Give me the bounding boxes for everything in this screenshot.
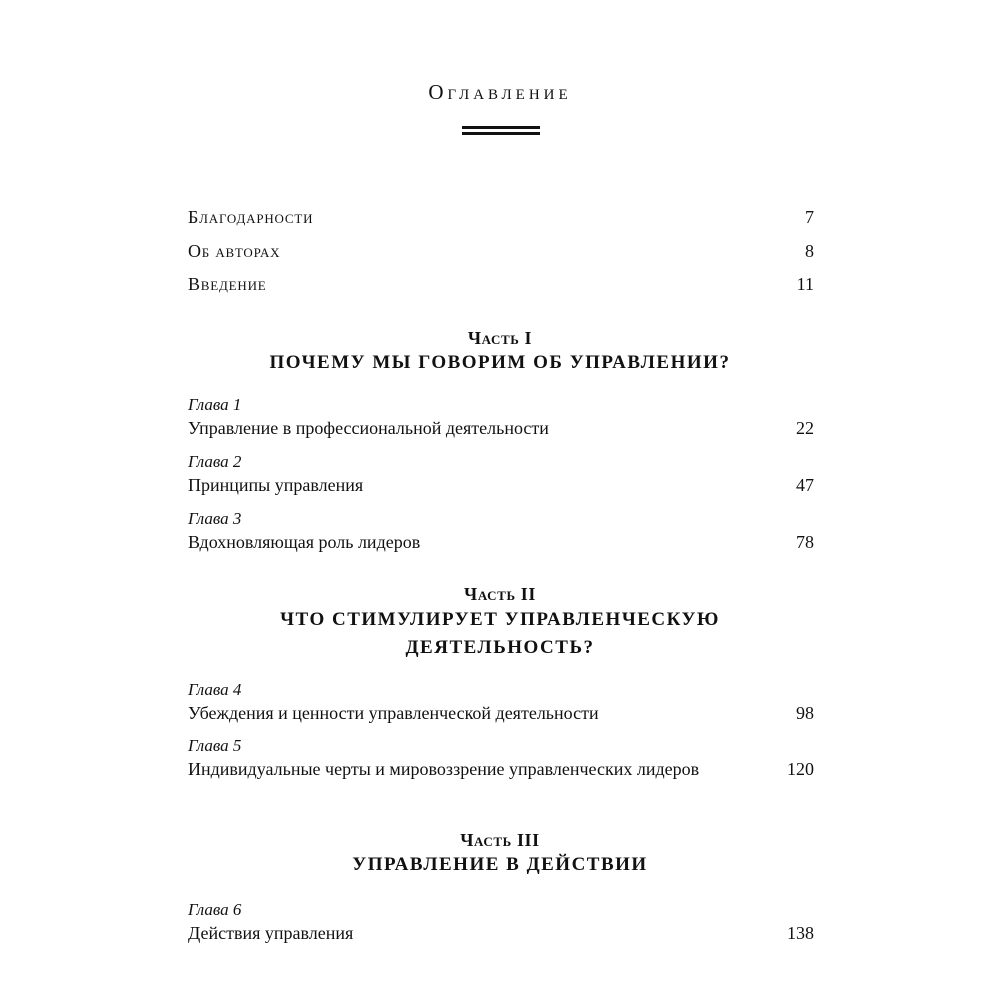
chapter-title: Управление в профессиональной деятельности	[188, 418, 549, 438]
toc-chapter-3[interactable]	[188, 530, 814, 555]
chapter-page: 22	[796, 418, 814, 438]
chapter-label: Глава 4	[188, 680, 242, 699]
part-title: УПРАВЛЕНИЕ В ДЕЙСТВИИ	[352, 854, 648, 875]
part-title: ПОЧЕМУ МЫ ГОВОРИМ ОБ УПРАВЛЕНИИ?	[269, 352, 731, 373]
chapter-label: Глава 6	[188, 900, 242, 919]
chapter-page: 98	[796, 703, 814, 723]
toc-chapter-1[interactable]	[188, 416, 814, 441]
toc-entry-acknowledgements[interactable]	[188, 205, 814, 229]
toc-entry-page: 11	[796, 274, 814, 294]
chapter-label: Глава 3	[188, 509, 242, 528]
part-label: Часть I	[467, 328, 533, 348]
toc-entry-title: Введение	[188, 274, 267, 294]
chapter-page: 78	[796, 532, 814, 552]
title-rule-bottom	[462, 132, 540, 135]
toc-entry-page: 8	[805, 241, 814, 261]
chapter-title: Принципы управления	[188, 475, 364, 495]
toc-chapter-5[interactable]	[188, 757, 814, 782]
chapter-title: Убеждения и ценности управленческой деятельности	[188, 703, 599, 723]
part-label: Часть III	[460, 830, 540, 850]
toc-entry-about-authors[interactable]	[188, 239, 814, 263]
toc-chapter-2[interactable]	[188, 473, 814, 498]
chapter-label: Глава 1	[188, 395, 242, 414]
toc-chapter-4[interactable]	[188, 701, 814, 726]
chapter-title: Индивидуальные черты и мировоззрение управленческих лидеров	[188, 759, 700, 779]
title-rule-top	[462, 126, 540, 129]
part-label: Часть II	[464, 584, 536, 604]
chapter-title: Действия управления	[188, 923, 354, 943]
part-title-line-2: ДЕЯТЕЛЬНОСТЬ?	[405, 637, 595, 658]
toc-entry-title: Об авторах	[188, 241, 281, 261]
part-title-line-1: ЧТО СТИМУЛИРУЕТ УПРАВЛЕНЧЕСКУЮ	[280, 609, 720, 630]
toc-entry-introduction[interactable]	[188, 272, 814, 296]
chapter-page: 138	[787, 923, 814, 943]
page-title: Оглавление	[428, 80, 572, 104]
toc-chapter-6[interactable]	[188, 921, 814, 946]
toc-entry-title: Благодарности	[188, 207, 314, 227]
chapter-label: Глава 2	[188, 452, 242, 471]
chapter-title: Вдохновляющая роль лидеров	[188, 532, 421, 552]
chapter-page: 120	[787, 759, 814, 779]
chapter-page: 47	[796, 475, 814, 495]
toc-entry-page: 7	[805, 207, 814, 227]
chapter-label: Глава 5	[188, 736, 242, 755]
